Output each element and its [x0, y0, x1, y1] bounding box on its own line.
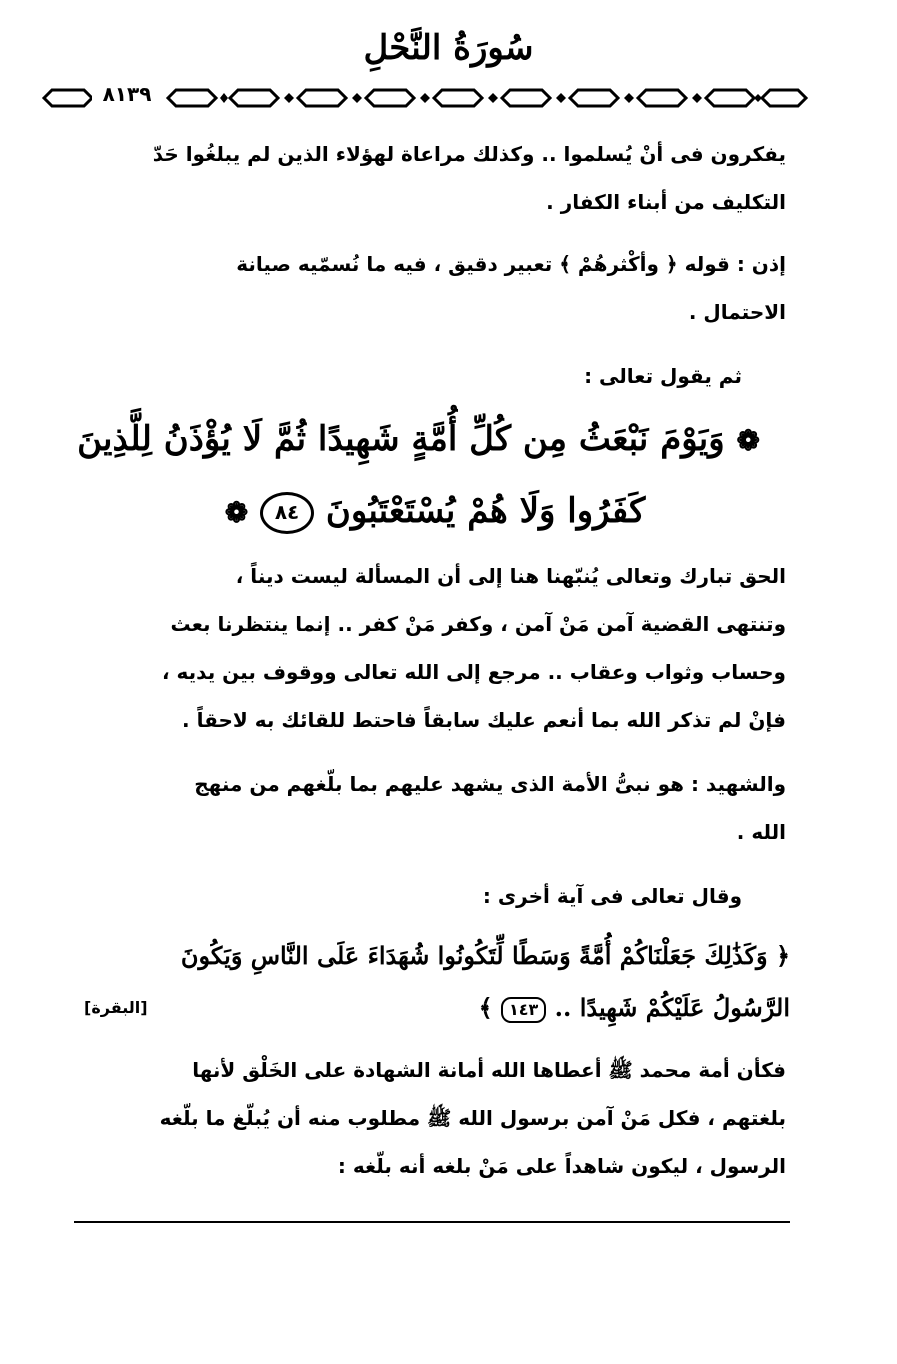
- text-line: الاحتمال .: [688, 300, 786, 324]
- quran-verse-text: وَيَوْمَ نَبْعَثُ مِن كُلِّ أُمَّةٍ شَهِيدًا ثُمَّ لَا يُؤْذَنُ لِلَّذِينَ: [77, 419, 725, 459]
- footer-rule: [74, 1221, 790, 1223]
- ornament-link: [502, 90, 550, 106]
- rosette-icon: ❁: [736, 424, 760, 457]
- text-line: إذن : قوله ﴿ وأكْثرهُمْ ﴾ تعبير دقيق ، فيه ما نُسمّيه صيانة: [236, 252, 786, 276]
- text-line: فإنْ لم تذكر الله بما أنعم عليك سابقاً فاحتط للقائك به لاحقاً .: [182, 708, 786, 732]
- ayah-number-badge: ١٤٣: [501, 997, 546, 1023]
- ornament-link: [570, 90, 618, 106]
- surah-title: سُورَةُ النَّحْلِ: [363, 28, 534, 68]
- surah-reference: [البقرة]: [84, 998, 148, 1017]
- quran-verse-text: كَفَرُوا وَلَا هُمْ يُسْتَعْتَبُونَ: [325, 491, 646, 531]
- paragraph-7: [74, 1046, 786, 1190]
- ornament-link: [298, 90, 346, 106]
- text-line: وتنتهى القضية آمن مَنْ آمن ، وكفر مَنْ كفر .. إنما ينتظرنا بعث: [170, 612, 786, 636]
- text-line: بلغتهم ، فكل مَنْ آمن برسول الله ﷺ مطلوب منه أن يُبلّغ ما بلّغه: [159, 1106, 786, 1130]
- ornament-link: [762, 90, 806, 106]
- ornament-diamond: [754, 94, 762, 102]
- ayah-number-badge: ٨٤: [260, 492, 314, 534]
- page-number: ٨١٣٩: [92, 82, 162, 106]
- quote-line: [74, 982, 790, 1034]
- paragraph-1: [74, 130, 786, 226]
- paragraph-5: [74, 760, 786, 856]
- text-line: يفكرون فى أنْ يُسلموا .. وكذلك مراعاة لهؤلاء الذين لم يبلغُوا حَدّ: [152, 142, 786, 166]
- ornament-link: [706, 90, 754, 106]
- text-line: الرسول ، ليكون شاهداً على مَنْ بلغه أنه بلّغه :: [337, 1154, 786, 1178]
- quran-quote-block: [74, 930, 790, 1034]
- text-line: والشهيد : هو نبىُّ الأمة الذى يشهد عليهم بما بلّغهم من منهج: [194, 772, 786, 796]
- text-line: الله .: [736, 820, 786, 844]
- paragraph-3: [74, 352, 786, 400]
- text-line: وقال تعالى فى آية أخرى :: [482, 884, 742, 908]
- ornament-link: [366, 90, 414, 106]
- closing-bracket: ﴾: [478, 993, 493, 1022]
- ornament-diamond: [352, 93, 362, 103]
- quran-verse-line: [77, 404, 760, 476]
- paragraph-2: [74, 240, 786, 336]
- rosette-icon: ❁: [224, 496, 249, 529]
- ornament-diamond: [420, 93, 430, 103]
- ornament-diamond: [488, 93, 498, 103]
- text-line: الحق تبارك وتعالى يُنبّهنا هنا إلى أن المسألة ليست ديناً ،: [235, 564, 786, 588]
- quote-line: ﴿ وَكَذَٰلِكَ جَعَلْنَاكُمْ أُمَّةً وَسَطًا لِّتَكُونُوا شُهَدَاءَ عَلَى النَّاسِ وَيَكُونَ: [180, 941, 790, 970]
- text-line: وحساب وثواب وعقاب .. مرجع إلى الله تعالى ووقوف بين يديه ،: [161, 660, 786, 684]
- ornament-diamond: [284, 93, 294, 103]
- ornament-link: [168, 90, 216, 106]
- text-line: التكليف من أبناء الكفار .: [546, 190, 786, 214]
- ornament-diamond: [624, 93, 634, 103]
- ornament-link: [434, 90, 482, 106]
- quote-text: الرَّسُولُ عَلَيْكُمْ شَهِيدًا ..: [554, 993, 790, 1022]
- text-line: فكأن أمة محمد ﷺ أعطاها الله أمانة الشهادة على الخَلْق لأنها: [192, 1058, 786, 1082]
- ornament-link: [638, 90, 686, 106]
- ornament-diamond: [692, 93, 702, 103]
- paragraph-4: [74, 552, 786, 744]
- quran-verse-block: [77, 404, 760, 548]
- quran-verse-line: [110, 476, 760, 548]
- ornament-diamond: [556, 93, 566, 103]
- text-line: ثم يقول تعالى :: [584, 364, 742, 388]
- ornament-link: [230, 90, 278, 106]
- ornament-diamond: [220, 93, 228, 103]
- ornament-link: [44, 90, 92, 106]
- paragraph-6: [74, 872, 786, 920]
